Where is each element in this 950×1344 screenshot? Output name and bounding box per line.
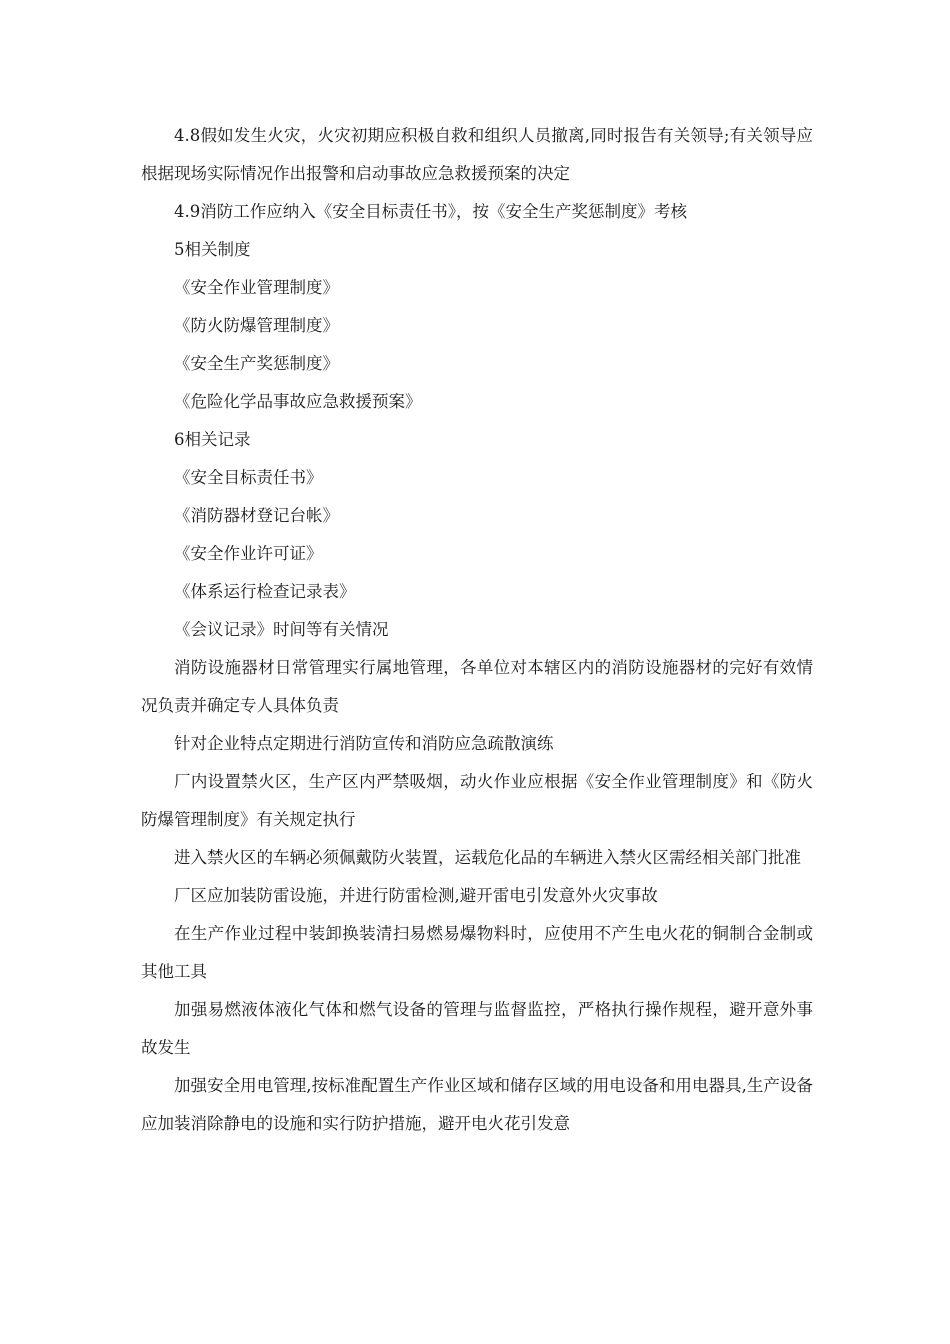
list-item: 《安全作业管理制度》 [174,278,339,297]
paragraph: 厂区应加装防雷设施，并进行防雷检测,避开雷电引发意外火灾事故 [174,886,658,905]
list-item: 《安全目标责任书》 [174,468,323,487]
list-item: 《体系运行检查记录表》 [174,582,356,601]
paragraph: 厂内设置禁火区，生产区内严禁吸烟，动火作业应根据《安全作业管理制度》和《防火防爆管理制度》有关规定执行 [141,772,813,829]
paragraph: 进入禁火区的车辆必须佩戴防火装置，运载危化品的车辆进入禁火区需经相关部门批准 [174,848,801,867]
list-item: 《危险化学品事故应急救援预案》 [174,392,422,411]
list-item: 《会议记录》时间等有关情况 [174,620,389,639]
paragraph: 加强易燃液体液化气体和燃气设备的管理与监督监控，严格执行操作规程，避开意外事故发生 [141,1000,813,1057]
list-item: 《防火防爆管理制度》 [174,316,339,335]
list-item: 《安全生产奖惩制度》 [174,354,339,373]
paragraph-fire-responsibility: 4.9消防工作应纳入《安全目标责任书》，按《安全生产奖惩制度》考核 [174,202,687,221]
section-heading-related-systems: 5相关制度 [174,240,251,259]
paragraph-fire-response: 4.8假如发生火灾，火灾初期应积极自救和组织人员撤离,同时报告有关领导;有关领导应根据现场实际情况作出报警和启动事故应急救援预案的决定 [141,126,813,183]
list-item: 《消防器材登记台帐》 [174,506,339,525]
list-item: 《安全作业许可证》 [174,544,323,563]
paragraph: 加强安全用电管理,按标准配置生产作业区域和储存区域的用电设备和用电器具,生产设备应加装消除静电的设施和实行防护措施，避开电火花引发意 [141,1076,813,1133]
document-body [141,117,813,1143]
paragraph: 消防设施器材日常管理实行属地管理，各单位对本辖区内的消防设施器材的完好有效情况负责并确定专人具体负责 [141,658,813,715]
section-heading-related-records: 6相关记录 [174,430,251,449]
paragraph: 在生产作业过程中装卸换装清扫易燃易爆物料时，应使用不产生电火花的铜制合金制或其他工具 [141,924,813,981]
paragraph: 针对企业特点定期进行消防宣传和消防应急疏散演练 [174,734,554,753]
